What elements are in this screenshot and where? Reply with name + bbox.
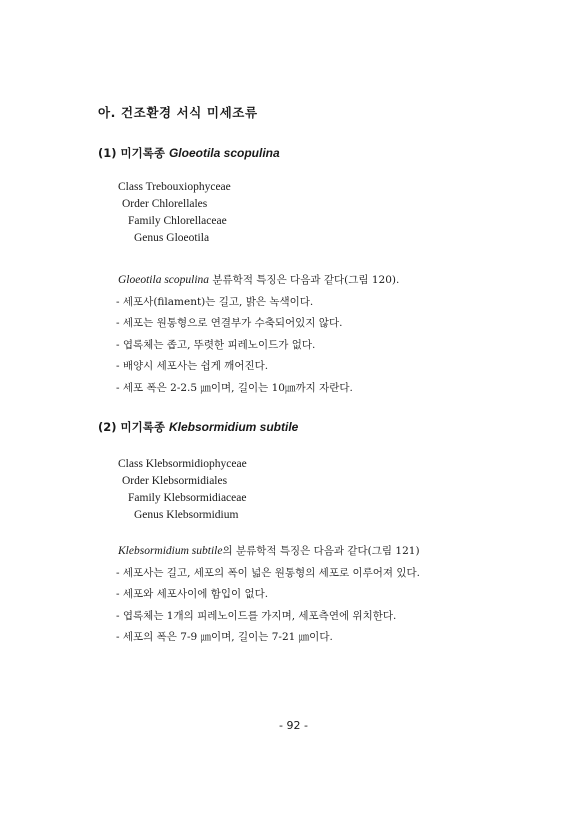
taxonomy-class: Class Klebsormidiophyceae [118, 458, 247, 470]
species-2-heading [98, 419, 298, 435]
species-1-lead [116, 270, 399, 292]
taxonomy-genus: Genus Klebsormidium [134, 509, 239, 521]
taxonomy-genus: Genus Gloeotila [134, 232, 210, 244]
trait-item: - 세포와 세포사이에 함입이 없다. [116, 588, 269, 601]
species-1-heading [98, 145, 280, 161]
trait-item: - 엽록체는 1개의 피레노이드를 가지며, 세포측연에 위치한다. [116, 609, 397, 622]
trait-item: - 세포 폭은 2-2.5 ㎛이며, 길이는 10㎛까지 자란다. [116, 381, 353, 394]
trait-item: - 세포는 원통형으로 연결부가 수축되어있지 않다. [116, 317, 343, 330]
taxonomy-class: Class Trebouxiophyceae [118, 181, 231, 193]
species-2-heading-name: Klebsormidium subtile [168, 420, 299, 434]
species-1-taxonomy [118, 179, 231, 247]
trait-item: - 세포사(filament)는 길고, 밝은 녹색이다. [116, 295, 314, 308]
species-2-taxonomy [118, 456, 247, 524]
section-title: 아. 건조환경 서식 미세조류 [98, 105, 258, 120]
species-2-lead-text: 의 분류학적 특징은 다음과 같다(그림 121) [222, 545, 420, 557]
trait-item: - 엽록체는 좁고, 뚜렷한 피레노이드가 없다. [116, 338, 316, 351]
species-2-lead-name: Klebsormidium subtile [118, 545, 223, 557]
species-1-lead-name: Gloeotila scopulina [118, 274, 210, 286]
trait-item: - 배양시 세포사는 쉽게 깨어진다. [116, 360, 269, 373]
species-2-heading-prefix: (2) 미기록종 [98, 420, 169, 434]
species-1-lead-text: 분류학적 특징은 다음과 같다(그림 120). [209, 274, 400, 286]
taxonomy-order: Order Klebsormidiales [122, 475, 228, 487]
species-1-heading-prefix: (1) 미기록종 [98, 146, 169, 160]
page-number: - 92 - [279, 719, 308, 732]
species-1-description [116, 270, 399, 400]
taxonomy-family: Family Chlorellaceae [128, 215, 227, 227]
species-2-description [116, 541, 420, 649]
taxonomy-family: Family Klebsormidiaceae [128, 492, 247, 504]
species-1-heading-name: Gloeotila scopulina [168, 146, 280, 160]
taxonomy-order: Order Chlorellales [122, 198, 208, 210]
species-2-lead [116, 541, 420, 563]
trait-item: - 세포사는 길고, 세포의 폭이 넓은 원통형의 세포로 이루어져 있다. [116, 566, 420, 579]
trait-item: - 세포의 폭은 7-9 ㎛이며, 길이는 7-21 ㎛이다. [116, 631, 333, 644]
